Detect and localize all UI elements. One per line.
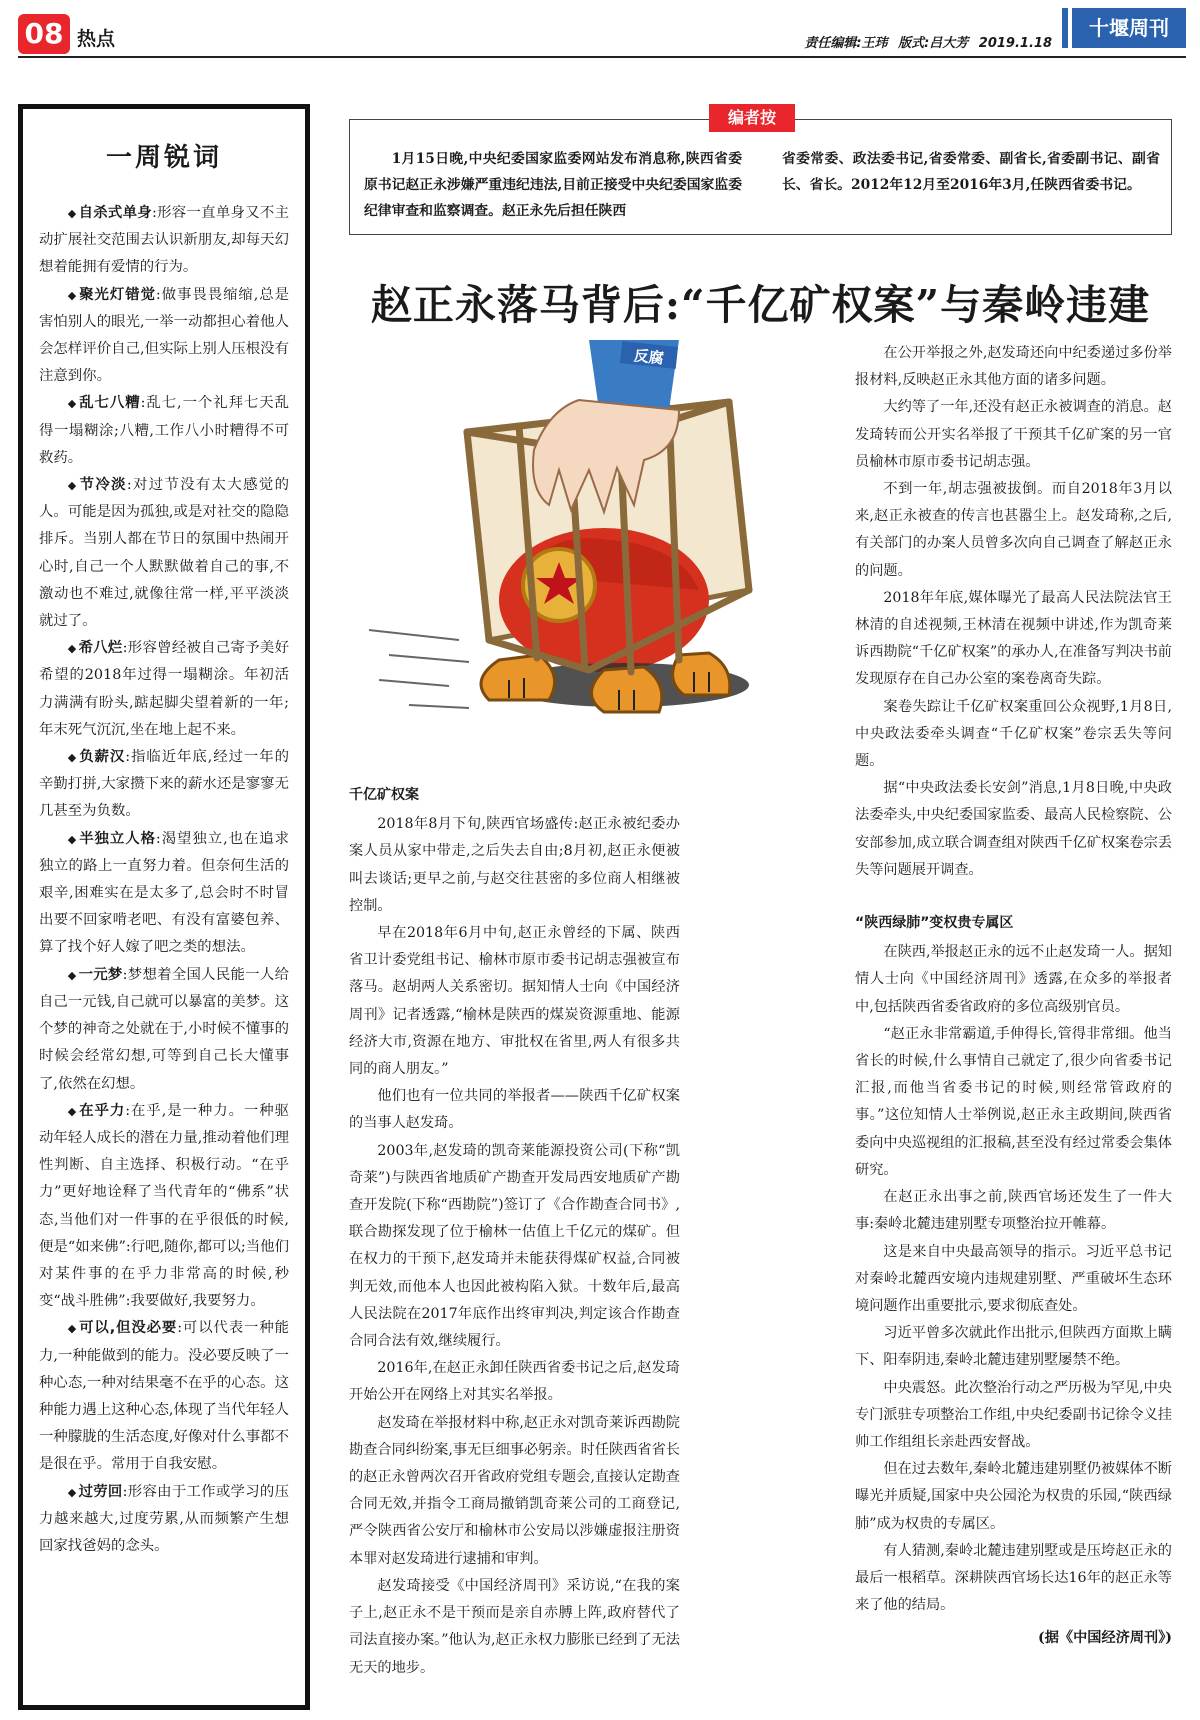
buzzword-definition: :乱七,一个礼拜七天乱得一塌糊涂;八糟,工作八小时糟得不可救药。 bbox=[39, 395, 289, 466]
article-column-right bbox=[855, 340, 1172, 1653]
article-column-middle bbox=[349, 782, 680, 1682]
buzzword-term: 聚光灯错觉 bbox=[79, 286, 156, 303]
buzzword-definition: :形容曾经被自己寄予美好希望的2018年过得一塌糊涂。年初活力满满有盼头,踮起脚尖望着新的一年;年末死气沉沉,坐在地上起不来。 bbox=[39, 640, 289, 738]
diamond-icon: ◆ bbox=[67, 207, 77, 220]
article-paragraph: 不到一年,胡志强被拔倒。而自2018年3月以来,赵正永被查的传言也甚嚣尘上。赵发琦称,之后,有关部门的办案人员曾多次向自己调查了解赵正永的问题。 bbox=[855, 481, 1172, 579]
article-paragraph: 在赵正永出事之前,陕西官场还发生了一件大事:秦岭北麓违建别墅专项整治拉开帷幕。 bbox=[855, 1189, 1172, 1233]
editor-note-tag: 编者按 bbox=[709, 104, 795, 132]
buzzword-entry bbox=[39, 1479, 289, 1561]
editor-credit: 责任编辑:王玮 bbox=[804, 36, 888, 51]
buzzword-entry bbox=[39, 1098, 289, 1316]
diamond-icon: ◆ bbox=[67, 968, 77, 982]
buzzword-entry bbox=[39, 390, 289, 472]
sidebar-title: 一周锐词 bbox=[105, 143, 222, 173]
buzzword-definition: :可以代表一种能力,一种能做到的能力。没必要反映了一种心态,一种对结果毫不在乎的心态。这种能力遇上这种心态,体现了当代年轻人一种朦胧的生活态度,好像对什么事都不是很在乎。常用于自我安慰。 bbox=[39, 1320, 289, 1473]
buzzword-term: 自杀式单身 bbox=[78, 205, 152, 221]
buzzword-entry bbox=[39, 200, 289, 282]
buzzword-term: 半独立人格 bbox=[79, 830, 156, 847]
buzzword-definition: :做事畏畏缩缩,总是害怕别人的眼光,一举一动都担心着他人会怎样评价自己,但实际上别人压根没有注意到你。 bbox=[39, 286, 289, 385]
article-paragraph: 这是来自中央最高领导的指示。习近平总书记对秦岭北麓西安境内违规建别墅、严重破坏生态环境问题作出重要批示,要求彻底查处。 bbox=[855, 1243, 1172, 1314]
article-paragraph: 赵发琦在举报材料中称,赵正永对凯奇莱诉西勘院勘查合同纠纷案,事无巨细事必躬亲。时任陕西省省长的赵正永曾两次召开省政府党组专题会,直接认定勘查合同无效,并指令工商局撤销凯奇莱公司的工商登记,严令陕西省公安厅和榆林市公安局以涉嫌虚报注册资本罪对赵发琦进行逮捕和审判。 bbox=[349, 1414, 680, 1567]
article-paragraph: 2003年,赵发琦的凯奇莱能源投资公司(下称“凯奇莱”)与陕西省地质矿产勘查开发局西安地质矿产勘查开发院(下称“西勘院”)签订了《合作勘查合同书》,联合勘探发现了位于榆林一估值上千亿元的煤矿。但在权力的干预下,赵发琦并未能获得煤矿权益,合同被判无效,而他本人也因此被构陷入狱。十数年后,最高人民法院在2017年底作出终审判决,判定该合作勘查合同合法有效,继续履行。 bbox=[349, 1142, 680, 1350]
masthead-logo: 十堰周刊 bbox=[1072, 8, 1186, 48]
buzzword-definition: :梦想着全国人民能一人给自己一元钱,自己就可以暴富的美梦。这个梦的神奇之处就在于,小时候不懂事的时候会经常幻想,可等到自己长大懂事了,依然在幻想。 bbox=[39, 966, 289, 1092]
buzzword-term: 可以,但没必要 bbox=[79, 1320, 178, 1337]
buzzword-entry bbox=[39, 282, 289, 391]
article-paragraph: 2016年,在赵正永卸任陕西省委书记之后,赵发琦开始公开在网络上对其实名举报。 bbox=[349, 1360, 680, 1404]
diamond-icon: ◆ bbox=[67, 288, 78, 302]
subheading-mining-case: 千亿矿权案 bbox=[349, 787, 419, 803]
diamond-icon: ◆ bbox=[67, 751, 78, 765]
header-divider bbox=[18, 56, 1186, 58]
buzzword-entry bbox=[39, 744, 289, 826]
editor-note-text-1: 1月15日晚,中央纪委国家监委网站发布消息称,陕西省委原书记赵正永涉嫌严重违纪违法,目前正接受中央纪委国家监委纪律审查和监察调查。赵正永先后担任陕西 bbox=[364, 151, 742, 219]
diamond-icon: ◆ bbox=[67, 832, 78, 846]
article-paragraph: 大约等了一年,还没有赵正永被调查的消息。赵发琦转而公开实名举报了干预其千亿矿案的另一官员榆林市原市委书记胡志强。 bbox=[855, 399, 1172, 470]
diamond-icon: ◆ bbox=[67, 479, 78, 493]
buzzword-term: 节冷淡 bbox=[79, 477, 127, 494]
subheading-green-lung: “陕西绿肺”变权贵专属区 bbox=[855, 915, 1014, 932]
article-paragraph: 早在2018年6月中旬,赵正永曾经的下属、陕西省卫计委党组书记、榆林市原市委书记胡志强被宣布落马。赵胡两人关系密切。据知情人士向《中国经济周刊》记者透露,“榆林是陕西的煤炭资源重地、能源经济大市,资源在地方、审批权在省里,两人有很多共同的商人朋友。” bbox=[349, 925, 680, 1078]
article-paragraph: 他们也有一位共同的举报者——陕西千亿矿权案的当事人赵发琦。 bbox=[349, 1088, 680, 1132]
article-paragraph: 案卷失踪让千亿矿权案重回公众视野,1月8日,中央政法委牵头调查“千亿矿权案”卷宗丢失等问题。 bbox=[855, 698, 1172, 770]
diamond-icon: ◆ bbox=[67, 1104, 78, 1118]
buzzword-definition: :指临近年底,经过一年的辛勤打拼,大家攒下来的薪水还是寥寥无几甚至为负数。 bbox=[39, 749, 289, 820]
diamond-icon: ◆ bbox=[67, 1322, 78, 1336]
credits bbox=[798, 32, 1052, 51]
right-paragraphs-b bbox=[855, 939, 1172, 1619]
buzzword-term: 一元梦 bbox=[78, 966, 123, 983]
buzzword-term: 乱七八糟 bbox=[79, 395, 141, 412]
buzzword-term: 在乎力 bbox=[79, 1102, 126, 1119]
buzzword-entry bbox=[39, 635, 289, 744]
page-header bbox=[0, 0, 1200, 58]
diamond-icon: ◆ bbox=[67, 1485, 77, 1499]
article-paragraph: 赵发琦接受《中国经济周刊》采访说,“在我的案子上,赵正永不是干预而是亲自赤膊上阵,政府替代了司法直接办案。”他认为,赵正永权力膨胀已经到了无法无天的地步。 bbox=[349, 1577, 680, 1676]
anti-corruption-cartoon bbox=[349, 340, 817, 758]
buzzword-entry bbox=[39, 826, 289, 962]
buzzword-entry bbox=[39, 1315, 289, 1478]
article-paragraph: 中央震怒。此次整治行动之严历极为罕见,中央专门派驻专项整治工作组,中央纪委副书记徐令义挂帅工作组组长亲赴西安督战。 bbox=[855, 1379, 1172, 1450]
sleeve-label: 反腐 bbox=[632, 346, 665, 368]
article-paragraph: 据“中央政法委长安剑”消息,1月8日晚,中央政法委牵头,中央纪委国家监委、最高人民检察院、公安部参加,成立联合调查组对陕西千亿矿权案卷宗丢失等问题展开调查。 bbox=[855, 780, 1172, 878]
article-paragraph: 习近平曾多次就此作出批示,但陕西方面欺上瞒下、阳奉阴违,秦岭北麓违建别墅屡禁不绝。 bbox=[855, 1325, 1172, 1369]
buzzword-definition: :形容一直单身又不主动扩展社交范围去认识新朋友,却每天幻想着能拥有爱情的行为。 bbox=[39, 205, 289, 276]
weekly-buzzwords-box bbox=[18, 104, 310, 1710]
buzzword-entry bbox=[39, 472, 289, 635]
article-source: (据《中国经济周刊》) bbox=[1037, 1630, 1172, 1647]
buzzword-term: 负薪汉 bbox=[79, 749, 126, 766]
diamond-icon: ◆ bbox=[67, 397, 78, 411]
editor-note-box bbox=[349, 119, 1172, 235]
buzzword-entry bbox=[39, 962, 289, 1098]
buzzword-list bbox=[39, 200, 289, 1560]
article-paragraph: 在陕西,举报赵正永的远不止赵发琦一人。据知情人士向《中国经济周刊》透露,在众多的举报者中,包括陕西省委省政府的多位高级别官员。 bbox=[855, 944, 1172, 1015]
buzzword-term: 希八烂 bbox=[78, 640, 123, 657]
article-paragraph: “赵正永非常霸道,手伸得长,管得非常细。他当省长的时候,什么事情自己就定了,很少向省委书记汇报,而他当省委书记的时候,则经常管政府的事。”这位知情人士举例说,赵正永主政期间,陕西省委向中央巡视组的汇报稿,甚至没有经过常委会集体研究。 bbox=[855, 1025, 1172, 1178]
article-paragraph: 2018年8月下旬,陕西官场盛传:赵正永被纪委办案人员从家中带走,之后失去自由;8月初,赵正永便被叫去谈话;更早之前,与赵交往甚密的多位商人相继被控制。 bbox=[349, 816, 680, 914]
article-paragraph: 但在过去数年,秦岭北麓违建别墅仍被媒体不断曝光并质疑,国家中央公园沦为权贵的乐园,“陕西绿肺”成为权贵的专属区。 bbox=[855, 1461, 1172, 1532]
right-paragraphs-a bbox=[855, 340, 1172, 884]
diamond-icon: ◆ bbox=[67, 642, 77, 656]
section-label: 热点 bbox=[77, 28, 116, 50]
page-number: 08 bbox=[18, 14, 70, 54]
editor-note-text-2: 省委常委、政法委书记,省委常委、副省长,省委副书记、副省长、省长。2012年12月至2016年3月,任陕西省委书记。 bbox=[782, 151, 1160, 193]
issue-date: 2019.1.18 bbox=[978, 36, 1052, 51]
buzzword-definition: :对过节没有太大感觉的人。可能是因为孤独,或是对社交的隐隐排斥。当别人都在节日的氛围中热闹开心时,自己一个人默默做着自己的事,不激动也不难过,就像往常一样,平平淡淡就过了。 bbox=[39, 477, 289, 630]
article-paragraph: 在公开举报之外,赵发琦还向中纪委递过多份举报材料,反映赵正永其他方面的诸多问题。 bbox=[855, 345, 1172, 389]
article-paragraph: 2018年年底,媒体曝光了最高人民法院法官王林清的自述视频,王林清在视频中讲述,作为凯奇莱诉西勘院“千亿矿权案”的承办人,在准备写判决书前发现原存在自己办公室的案卷离奇失踪。 bbox=[855, 589, 1172, 688]
middle-paragraphs bbox=[349, 811, 680, 1682]
article-paragraph: 有人猜测,秦岭北麓违建别墅或是压垮赵正永的最后一根稻草。深耕陕西官场长达16年的赵正永等来了他的结局。 bbox=[855, 1542, 1172, 1614]
buzzword-definition: :在乎,是一种力。一种驱动年轻人成长的潜在力量,推动着他们理性判断、自主选择、积极行动。“在乎力”更好地诠释了当代青年的“佛系”状态,当他们对一件事的在乎很低的时候,便是“如来佛”:行吧,随你,都可以;当他们对某件事的在乎力非常高的时候,秒变“战斗胜佛”:我要做好,我要努力。 bbox=[39, 1102, 289, 1310]
buzzword-term: 过劳回 bbox=[78, 1483, 123, 1500]
buzzword-definition: :形容由于工作或学习的压力越来越大,过度劳累,从而频繁产生想回家找爸妈的念头。 bbox=[39, 1483, 289, 1554]
buzzword-definition: :渴望独立,也在追求独立的路上一直努力着。但奈何生活的艰辛,困难实在是太多了,总会时不时冒出要不回家啃老吧、有没有富婆包养、算了找个好人嫁了吧之类的想法。 bbox=[39, 830, 289, 956]
layout-credit: 版式:吕大芳 bbox=[898, 36, 969, 51]
article-headline: 赵正永落马背后:“千亿矿权案”与秦岭违建 bbox=[370, 281, 1151, 329]
